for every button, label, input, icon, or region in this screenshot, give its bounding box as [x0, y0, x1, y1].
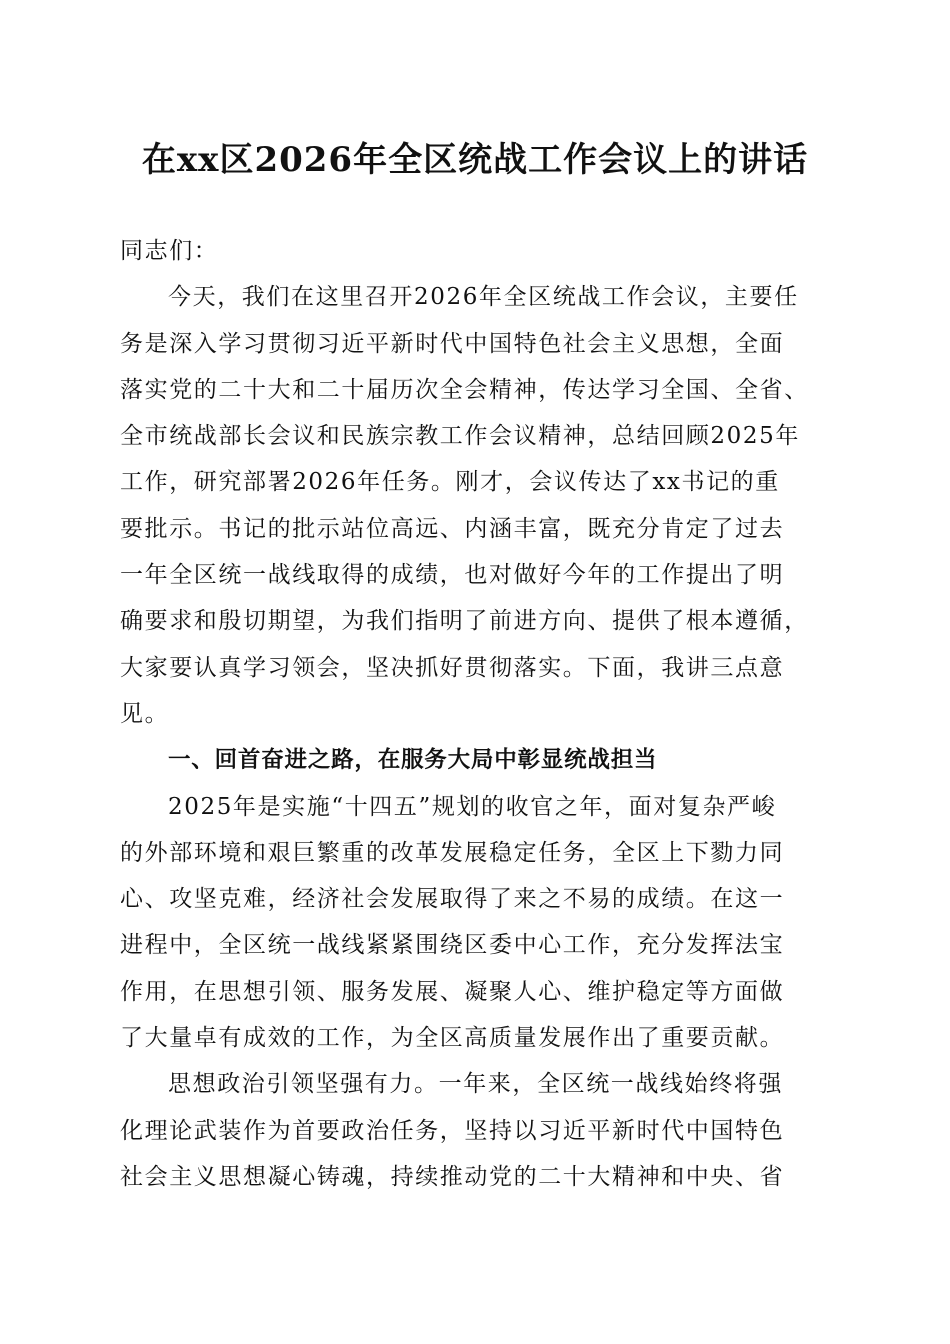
document-title: 在xx区2026年全区统战工作会议上的讲话 [141, 140, 809, 180]
paragraph-line: 作用，在思想引领、服务发展、凝聚人心、维护稳定等方面做 [120, 978, 785, 1005]
document-body [120, 228, 832, 1200]
paragraph-line: 的外部环境和艰巨繁重的改革发展稳定任务，全区上下勠力同 [120, 839, 785, 866]
paragraph-line: 全市统战部长会议和民族宗教工作会议精神，总结回顾2025年 [120, 423, 800, 450]
paragraph-line: 确要求和殷切期望，为我们指明了前进方向、提供了根本遵循， [120, 608, 809, 635]
paragraph-line: 落实党的二十大和二十届历次全会精神，传达学习全国、全省、 [120, 376, 809, 403]
paragraph-line: 化理论武装作为首要政治任务，坚持以习近平新时代中国特色 [120, 1117, 785, 1144]
paragraph-line: 今天，我们在这里召开2026年全区统战工作会议，主要任 [168, 284, 799, 311]
paragraph-line: 思想政治引领坚强有力。一年来，全区统一战线始终将强 [168, 1071, 783, 1098]
paragraph-line: 心、攻坚克难，经济社会发展取得了来之不易的成绩。在这一 [120, 886, 785, 913]
paragraph-line: 2025年是实施“十四五”规划的收官之年，面对复杂严峻 [168, 793, 777, 820]
section-heading: 一、回首奋进之路，在服务大局中彰显统战担当 [168, 747, 658, 774]
paragraph-line: 见。 [120, 700, 170, 727]
paragraph-line: 大家要认真学习领会，坚决抓好贯彻落实。下面，我讲三点意 [120, 654, 785, 681]
paragraph-line: 工作，研究部署2026年任务。刚才，会议传达了xx书记的重 [120, 469, 780, 496]
paragraph-opening [120, 274, 832, 737]
paragraph-line: 务是深入学习贯彻习近平新时代中国特色社会主义思想，全面 [120, 330, 785, 357]
salutation: 同志们： [120, 238, 219, 264]
paragraph-line: 进程中，全区统一战线紧紧围绕区委中心工作，充分发挥法宝 [120, 932, 785, 959]
paragraph-line: 社会主义思想凝心铸魂，持续推动党的二十大精神和中央、省 [120, 1163, 785, 1190]
paragraph-line: 一年全区统一战线取得的成绩，也对做好今年的工作提出了明 [120, 562, 785, 589]
paragraph-line: 要批示。书记的批示站位高远、内涵丰富，既充分肯定了过去 [120, 515, 785, 542]
paragraph-ideology [120, 1061, 832, 1200]
paragraph-line: 了大量卓有成效的工作，为全区高质量发展作出了重要贡献。 [120, 1025, 785, 1052]
paragraph-review [120, 784, 832, 1062]
